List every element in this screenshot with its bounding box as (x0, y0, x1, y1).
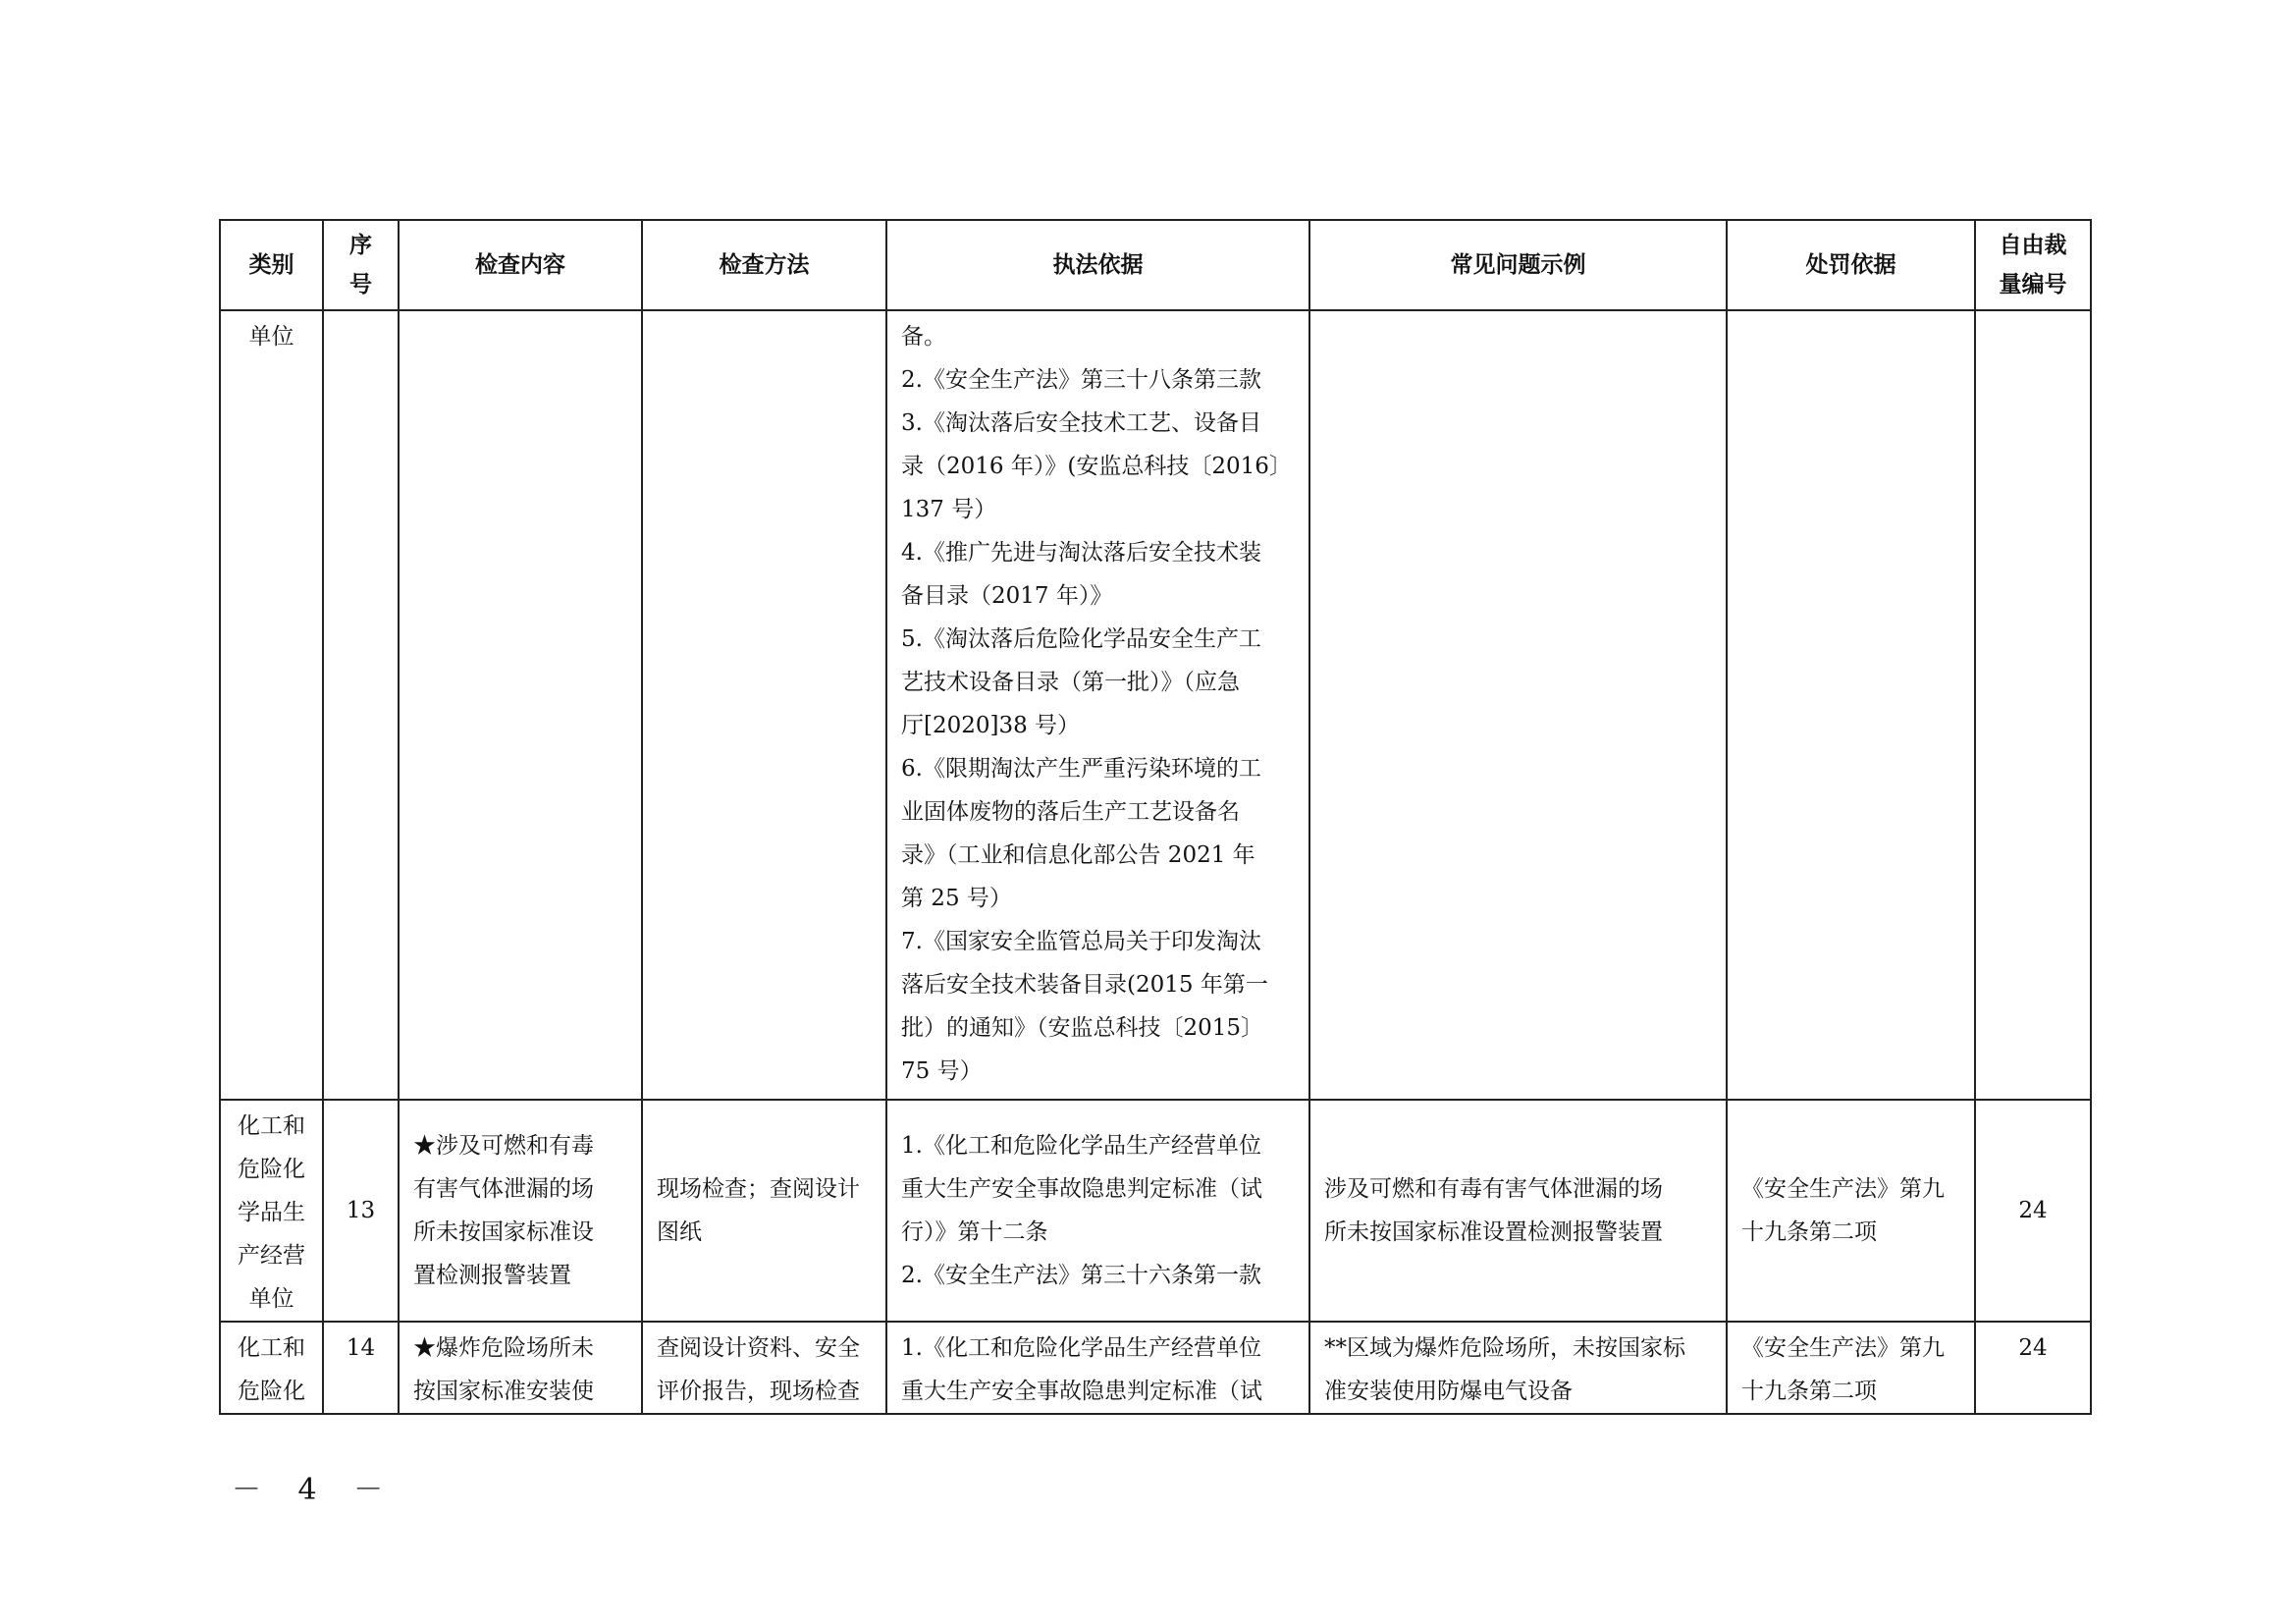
table-row (220, 1322, 2091, 1414)
category-line: 单位 (248, 1286, 294, 1312)
cell-penalty (1727, 310, 1975, 1100)
method-line: 现场检查；查阅设计 (657, 1176, 860, 1202)
basis-line: 备目录（2017 年）》 (901, 583, 1113, 609)
basis-line: 厅[2020]38 号） (901, 713, 1081, 738)
table-row (220, 310, 2091, 1100)
cell-method (642, 310, 886, 1100)
cell-basis (886, 1322, 1309, 1414)
header-category: 类别 (220, 220, 323, 310)
cell-discretion: 24 (1975, 1322, 2091, 1414)
category-line: 化工和 (238, 1335, 305, 1361)
header-method: 检查方法 (642, 220, 886, 310)
penalty-line: 十九条第二项 (1741, 1219, 1877, 1245)
cell-content (399, 1100, 642, 1322)
basis-line: 录（2016 年）》(安监总科技〔2016〕 (901, 454, 1292, 479)
category-line: 单位 (248, 324, 294, 350)
cell-category (220, 1100, 323, 1322)
example-line: 所未按国家标准设置检测报警装置 (1324, 1219, 1663, 1245)
header-examples: 常见问题示例 (1309, 220, 1727, 310)
header-discretion (1975, 220, 2091, 310)
header-seq-line: 序 (349, 233, 372, 258)
category-line: 危险化 (238, 1157, 305, 1182)
content-line: 所未按国家标准设 (413, 1219, 594, 1245)
method-line: 查阅设计资料、安全 (657, 1335, 860, 1361)
header-content: 检查内容 (399, 220, 642, 310)
basis-line: 2.《安全生产法》第三十八条第三款 (901, 367, 1261, 393)
example-line: 涉及可燃和有毒有害气体泄漏的场 (1324, 1176, 1663, 1202)
content-line: 有害气体泄漏的场 (413, 1176, 594, 1202)
basis-line: 第 25 号） (901, 886, 1012, 911)
cell-discretion: 24 (1975, 1100, 2091, 1322)
cell-examples (1309, 1100, 1727, 1322)
penalty-line: 十九条第二项 (1741, 1379, 1877, 1404)
content-line: 按国家标准安装使 (413, 1379, 594, 1404)
cell-method (642, 1322, 886, 1414)
header-seq-line: 号 (349, 272, 372, 298)
basis-line: 重大生产安全事故隐患判定标准（试 (901, 1176, 1262, 1202)
cell-seq: 14 (323, 1322, 399, 1414)
basis-line: 备。 (901, 324, 946, 350)
content-line: ★爆炸危险场所未 (413, 1335, 594, 1361)
basis-line: 1.《化工和危险化学品生产经营单位 (901, 1133, 1261, 1159)
basis-line: 4.《推广先进与淘汰落后安全技术装 (901, 540, 1261, 566)
penalty-line: 《安全生产法》第九 (1741, 1335, 1945, 1361)
basis-line: 1.《化工和危险化学品生产经营单位 (901, 1335, 1261, 1361)
cell-method (642, 1100, 886, 1322)
table-row (220, 1100, 2091, 1322)
cell-seq: 13 (323, 1100, 399, 1322)
basis-line: 6.《限期淘汰产生严重污染环境的工 (901, 756, 1261, 782)
cell-discretion (1975, 310, 2091, 1100)
basis-line: 批）的通知》（安监总科技〔2015〕 (901, 1015, 1264, 1041)
content-line: ★涉及可燃和有毒 (413, 1133, 594, 1159)
cell-basis (886, 1100, 1309, 1322)
basis-line: 行）》第十二条 (901, 1219, 1048, 1245)
basis-line: 3.《淘汰落后安全技术工艺、设备目 (901, 410, 1261, 436)
penalty-line: 《安全生产法》第九 (1741, 1176, 1945, 1202)
basis-line: 137 号） (901, 497, 997, 522)
header-penalty: 处罚依据 (1727, 220, 1975, 310)
category-line: 化工和 (238, 1113, 305, 1139)
basis-line: 业固体废物的落后生产工艺设备名 (901, 799, 1240, 825)
header-basis: 执法依据 (886, 220, 1309, 310)
method-line: 图纸 (657, 1219, 702, 1245)
example-line: 准安装使用防爆电气设备 (1324, 1379, 1573, 1404)
header-seq (323, 220, 399, 310)
basis-line: 75 号） (901, 1058, 983, 1084)
basis-line: 7.《国家安全监管总局关于印发淘汰 (901, 929, 1261, 954)
basis-line: 5.《淘汰落后危险化学品安全生产工 (901, 626, 1261, 652)
category-line: 危险化 (238, 1379, 305, 1404)
content-line: 置检测报警装置 (413, 1263, 571, 1288)
method-line: 评价报告，现场检查 (657, 1379, 860, 1404)
category-line: 学品生 (238, 1200, 305, 1225)
basis-line: 落后安全技术装备目录(2015 年第一 (901, 972, 1268, 998)
page-number: － 4 － (232, 1473, 398, 1507)
basis-line: 重大生产安全事故隐患判定标准（试 (901, 1379, 1262, 1404)
cell-penalty (1727, 1100, 1975, 1322)
basis-line: 艺技术设备目录（第一批）》（应急 (901, 670, 1240, 695)
cell-content (399, 1322, 642, 1414)
example-line: **区域为爆炸危险场所，未按国家标 (1324, 1335, 1685, 1361)
cell-category (220, 310, 323, 1100)
cell-basis (886, 310, 1309, 1100)
cell-penalty (1727, 1322, 1975, 1414)
cell-content (399, 310, 642, 1100)
basis-line: 2.《安全生产法》第三十六条第一款 (901, 1263, 1261, 1288)
cell-category (220, 1322, 323, 1414)
inspection-table (219, 219, 2092, 1415)
basis-line: 录》（工业和信息化部公告 2021 年 (901, 842, 1255, 868)
cell-examples (1309, 310, 1727, 1100)
header-discretion-line: 量编号 (1999, 272, 2067, 298)
header-discretion-line: 自由裁 (1999, 233, 2067, 258)
category-line: 产经营 (238, 1243, 305, 1269)
cell-examples (1309, 1322, 1727, 1414)
table-header-row (220, 220, 2091, 310)
cell-seq (323, 310, 399, 1100)
